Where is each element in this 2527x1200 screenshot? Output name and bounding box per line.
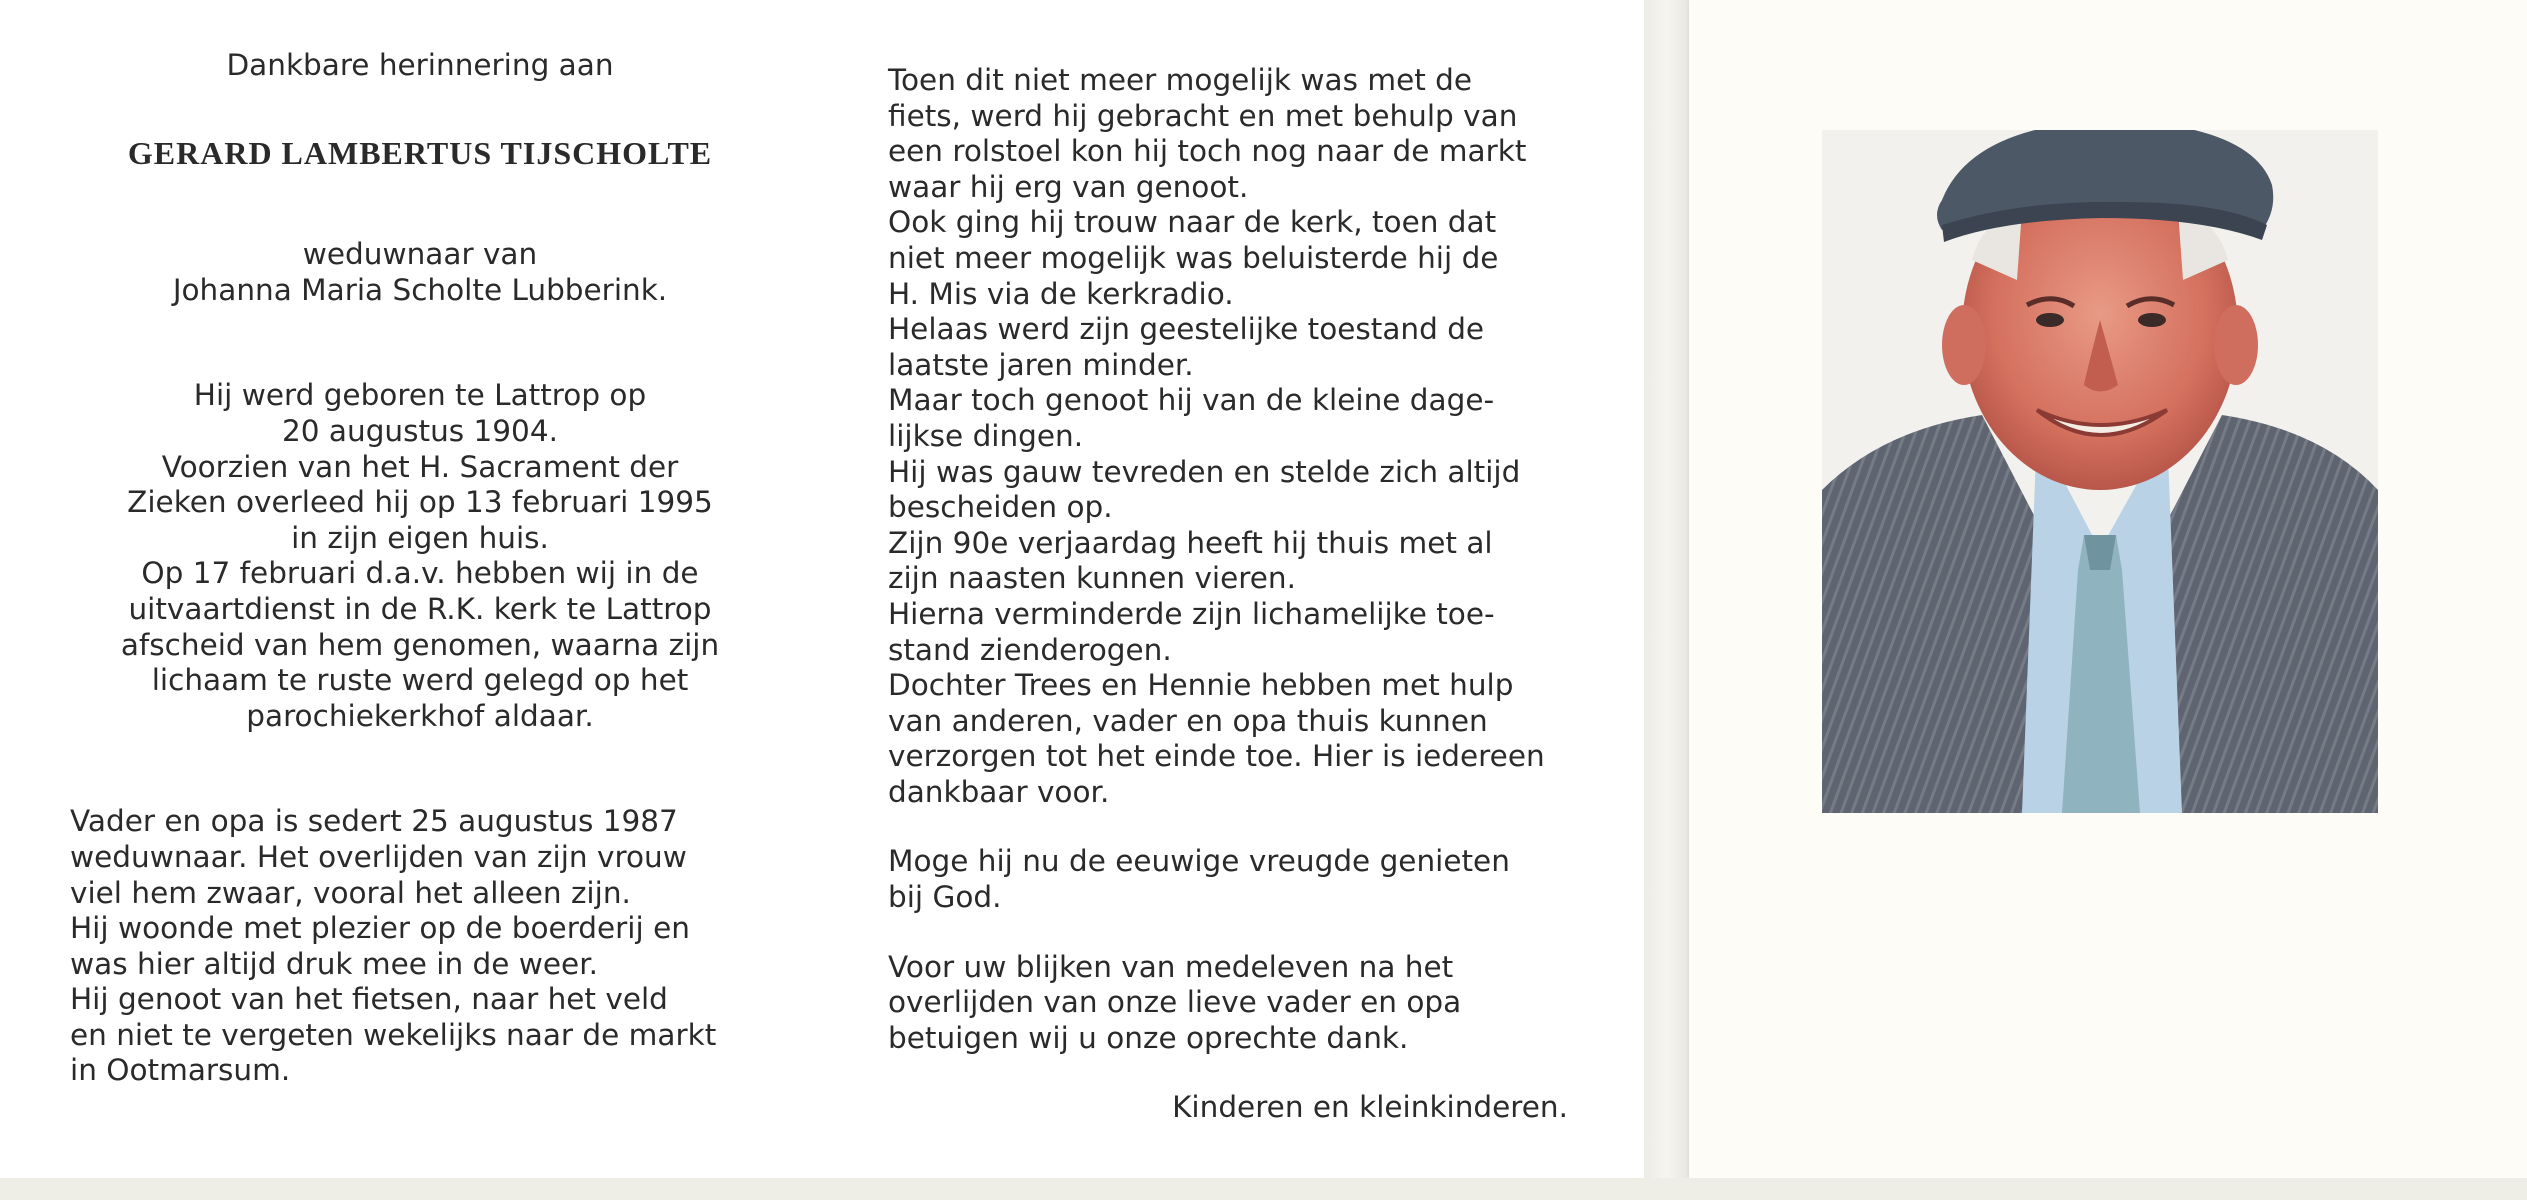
text-line: en niet te vergeten wekelijks naar de markt	[70, 1017, 717, 1052]
prayer-paragraph	[888, 844, 1568, 915]
text-line: Hij genoot van het fietsen, naar het veld	[70, 982, 668, 1017]
text-line: viel hem zwaar, vooral het alleen zijn.	[70, 875, 631, 910]
card-fold	[1644, 0, 1689, 1200]
text-line: Ook ging hij trouw naar de kerk, toen dat	[888, 205, 1497, 240]
text-line: Op 17 februari d.a.v. hebben wij in de	[141, 556, 699, 591]
text-line: niet meer mogelijk was beluisterde hij de	[888, 240, 1499, 275]
text-line: Hij werd geboren te Lattrop op	[193, 378, 647, 413]
text-line: Toen dit niet meer mogelijk was met de	[888, 63, 1473, 97]
text-line: bij God.	[888, 880, 1002, 915]
text-line: Voorzien van het H. Sacrament der	[161, 449, 679, 484]
text-line: Helaas werd zijn geestelijke toestand de	[888, 312, 1485, 347]
text-line: betuigen wij u onze oprechte dank.	[888, 1020, 1409, 1055]
widower-of: Johanna Maria Scholte Lubberink.	[172, 272, 668, 307]
deceased-name: GERARD LAMBERTUS TIJSCHOLTE	[127, 134, 713, 171]
intro-text: Dankbare herinnering aan	[226, 48, 614, 82]
text-line: dankbaar voor.	[888, 774, 1110, 809]
left-column	[70, 48, 770, 1089]
text-line: Zieken overleed hij op 13 februari 1995	[127, 485, 713, 520]
thanks-paragraph	[888, 950, 1568, 1057]
text-line: uitvaartdienst in de R.K. kerk te Lattrop	[128, 591, 712, 626]
text-line: Vader en opa is sedert 25 augustus 1987	[70, 804, 678, 839]
text-line: Moge hij nu de eeuwige vreugde genieten	[888, 844, 1510, 879]
text-line: afscheid van hem genomen, waarna zijn	[120, 627, 720, 662]
text-line: Voor uw blijken van medeleven na het	[888, 949, 1454, 984]
text-line: verzorgen tot het einde toe. Hier is iedereen	[888, 739, 1545, 774]
text-line: H. Mis via de kerkradio.	[888, 276, 1234, 311]
text-line: laatste jaren minder.	[888, 347, 1194, 382]
text-line: in zijn eigen huis.	[291, 520, 549, 555]
signature: Kinderen en kleinkinderen.	[1172, 1090, 1568, 1125]
scan-bottom-edge	[0, 1178, 2527, 1200]
text-line: bescheiden op.	[888, 490, 1113, 525]
text-line: waar hij erg van genoot.	[888, 169, 1249, 204]
middle-paragraph	[888, 63, 1568, 810]
text-line: in Ootmarsum.	[70, 1053, 291, 1088]
text-line: lijkse dingen.	[888, 418, 1084, 453]
text-line: Maar toch genoot hij van de kleine dage-	[888, 383, 1495, 418]
text-line: lichaam te ruste werd gelegd op het	[151, 663, 689, 698]
text-line: van anderen, vader en opa thuis kunnen	[888, 703, 1488, 738]
text-line: parochiekerkhof aldaar.	[246, 698, 594, 733]
middle-column	[888, 63, 1568, 1126]
text-line: een rolstoel kon hij toch nog naar de markt	[888, 134, 1527, 169]
portrait-photo	[1822, 130, 2378, 813]
text-line: 20 augustus 1904.	[282, 413, 558, 448]
text-line: zijn naasten kunnen vieren.	[888, 561, 1296, 596]
birth-paragraph	[70, 378, 770, 734]
text-line: Hij woonde met plezier op de boerderij en	[70, 911, 690, 946]
text-line: overlijden van onze lieve vader en opa	[888, 985, 1462, 1020]
text-line: weduwnaar. Het overlijden van zijn vrouw	[70, 839, 687, 874]
portrait-illustration	[1822, 130, 2378, 813]
text-line: Hij was gauw tevreden en stelde zich altijd	[888, 454, 1521, 489]
text-line: was hier altijd druk mee in de weer.	[70, 946, 599, 981]
text-line: Dochter Trees en Hennie hebben met hulp	[888, 668, 1514, 703]
text-line: Hierna verminderde zijn lichamelijke toe-	[888, 596, 1495, 631]
text-line: fiets, werd hij gebracht en met behulp van	[888, 98, 1518, 133]
text-line: Zijn 90e verjaardag heeft hij thuis met al	[888, 525, 1493, 560]
widower-label: weduwnaar van	[302, 237, 538, 272]
life-paragraph	[70, 804, 770, 1089]
text-line: stand zienderogen.	[888, 632, 1172, 667]
